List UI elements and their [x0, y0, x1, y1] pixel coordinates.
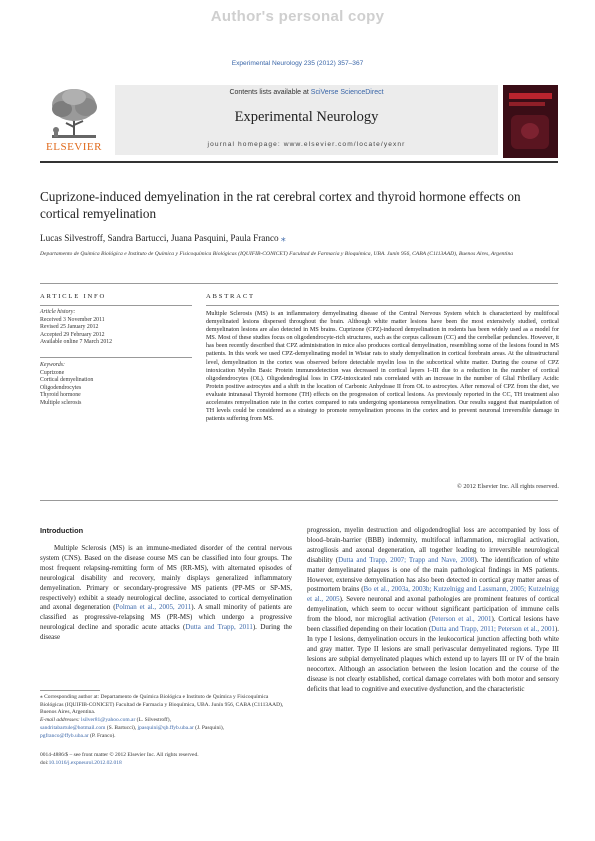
history-accepted: Accepted 29 February 2012: [40, 331, 105, 338]
history-received: Received 3 November 2011: [40, 316, 105, 323]
email-label: E-mail addresses:: [40, 717, 80, 724]
doi-label: doi:: [40, 760, 49, 766]
keyword: Multiple sclerosis: [40, 399, 82, 406]
affiliation: Departamento de Química Biológica e Instituto de Química y Fisicoquímica Biológicas (IQUIFIB-CONICET) Facultad de Farmacia y Bioquímica, UBA. Junín 956, CABA (C1113AAD), Buenos Aires, Argentina: [40, 251, 514, 257]
reference-link[interactable]: Dutta and Trapp, 2011; Peterson et al., 2001: [431, 625, 555, 634]
doi-link[interactable]: 10.1016/j.expneurol.2012.02.018: [48, 760, 122, 766]
contents-line: [115, 89, 498, 96]
article-title: Cuprizone-induced demyelination in the rat cerebral cortex and thyroid hormone effects on cortical remyelination: [40, 189, 521, 221]
intro-text: progression, myelin destruction and oligodendroglial loss are accompanied by loss of blood–brain-barrier (BBB) indemnity, multifocal inflammation, microglial activation, astrogliosis and axonal degeneration, all together leading to irreversible neurological disability (: [307, 526, 559, 564]
sciencedirect-link[interactable]: SciVerse ScienceDirect: [310, 89, 384, 96]
author-names: Lucas Silvestroff, Sandra Bartucci, Juana Pasquini, Paula Franco: [40, 233, 279, 243]
email-owner: (S. Bartucci),: [105, 724, 138, 731]
intro-text: ). Cortical lesions have been classified depending on their location (: [307, 615, 559, 634]
intro-text: ). Severe neuronal and axonal pathologies are prominent features of cortical demyelination, which seem to occur without significant participation of immune cells from the blood, nor microglial activation (: [307, 595, 560, 624]
watermark: Author's personal copy: [210, 8, 385, 25]
email-link[interactable]: sandritabartule@hotmail.com: [40, 724, 106, 731]
abstract-bottom-rule: [40, 500, 558, 501]
email-link[interactable]: lsilver81@yahoo.com.ar: [81, 717, 136, 724]
copyright: © 2012 Elsevier Inc. All rights reserved.: [456, 483, 559, 490]
email-link[interactable]: pgfranco@ffyb.uba.ar: [40, 732, 89, 739]
footnote-rule: [40, 690, 100, 691]
journal-citation[interactable]: Experimental Neurology 235 (2012) 357–367: [231, 60, 364, 67]
intro-paragraph-right: [307, 526, 559, 694]
keywords: [40, 362, 192, 408]
reference-link[interactable]: Dutta and Trapp, 2007; Trapp and Nave, 2008: [338, 555, 475, 564]
journal-homepage[interactable]: journal homepage: www.elsevier.com/locate/yexnr: [207, 141, 406, 148]
reference-link[interactable]: Dutta and Trapp, 2011: [185, 623, 253, 632]
header-rule: [40, 161, 558, 163]
email-owner: (L. Silvestroff),: [135, 717, 171, 724]
history-online: Available online 7 March 2012: [40, 339, 113, 346]
journal-title: Experimental Neurology: [234, 109, 379, 125]
article-info-heading: ARTICLE INFO: [40, 293, 107, 300]
elsevier-logo: [40, 85, 108, 155]
keyword: Cuprizone: [40, 369, 65, 376]
article-history: [40, 309, 192, 347]
email-owner: (J. Pasquini),: [193, 724, 225, 731]
meta-rule: [40, 283, 558, 284]
email-owner: (P. Franco).: [88, 732, 116, 739]
keywords-rule: [40, 357, 192, 358]
keywords-label: Keywords:: [40, 362, 65, 368]
email-link[interactable]: jpasquini@qb.ffyb.uba.ar: [137, 724, 194, 731]
contents-prefix: Contents lists available at: [229, 89, 311, 96]
author-list: [40, 233, 286, 244]
reference-link[interactable]: Polman et al., 2005, 2011: [115, 603, 192, 612]
section-heading-introduction: Introduction: [40, 526, 84, 535]
history-revised: Revised 25 January 2012: [40, 324, 99, 331]
intro-text: ). The identification of white matter demyelinated plaques is one of the main pathological findings in MS patients. However, extensive demyelination has also been detected in cortical gray matter areas of postmortem brains (: [307, 555, 559, 594]
keyword: Thyroid hormone: [40, 392, 81, 399]
issn-line: 0014-4886/$ – see front matter © 2012 Elsevier Inc. All rights reserved.: [40, 752, 199, 758]
journal-cover-image: [503, 85, 558, 158]
abstract-heading: ABSTRACT: [206, 293, 255, 300]
intro-text: Multiple Sclerosis (MS) is an immune-mediated disorder of the central nervous system (CNS). Based on the disease course MS can be classified into four groups. The most frequent relapsing-remitting form of MS (RR-MS), with alternated episodes of neurological disability and recovery, mainly displays generalized inflammatory demyelination. Primary or secondary-progressive MS patients (PP-MS or SP-MS, respectively) exhibit a steady neurological decline, associated to cortical demyelination and axonal degeneration (: [40, 544, 292, 612]
abstract-rule: [206, 305, 559, 306]
doi-line: [40, 760, 340, 768]
publisher-name: ELSEVIER: [46, 141, 102, 153]
history-label: Article history:: [40, 309, 76, 315]
keyword: Cortical demyelination: [40, 377, 94, 384]
reference-link[interactable]: Bo et al., 2003a, 2003b; Kutzelnigg and Lassmann, 2005; Kutzelnigg et al., 2005: [307, 585, 559, 604]
corresponding-author-mark[interactable]: ⁎: [280, 233, 286, 243]
abstract-text: Multiple Sclerosis (MS) is an inflammatory demyelinating disease of the Central Nervous System which is characterized by multifocal demyelinated lesions dispersed throughout the brain. Although white matter lesions have been the most extensively studied, cortical demyelinaton lesions are also detected in MS brains. Cuprizone (CPZ)-induced demyelination in rodents has been widely used as a model for MS. Most of these studies focus on oligodendrocyte-rich structures, such as the corpus callosum (CC) and the cerebellar peduncles. However, it has been recently described that CPZ administration in mice also produces cortical demyelination, resembling some of the lesions found in MS patients. In this work we used CPZ-demyelinating model in Wistar rats to study demyelination in cortical forebrain areas. At the ultrastructural level, demyelination in the cortex was observed before detectable myelin loss in the subcortical white matter. During the course of CPZ intoxication Myelin Basic Protein immunodetection was decreased in cortical layers I–III due to a reduction in the number of cortical oligodendrocytes (OL). Oligodendroglial loss in CPZ-intoxicated rats correlated with an increase in the number of Glial Fibrillary Acidic Protein positive astrocytes and a shift in the location of Carbonic Anhydrase II from OL to astrocytes. After removal of CPZ from the diet, we evaluate intranasal Thyroid hormone (TH) effects on the progression of cortical lesions. As previously reported in the CC, TH treatment also accelerates remyelination rate in the cortex compared to rats undergoing spontaneous remyelination. Our results suggest that manipulation of TH levels could be considered as a strategy to promote remyelination process in the cortex and to prevent neuronal irreversible damage in patients suffering from MS.: [206, 311, 559, 423]
intro-paragraph-left: [40, 544, 292, 643]
article-info-rule: [40, 305, 192, 306]
corresponding-footnote: [40, 694, 292, 740]
intro-text: ). During the disease: [40, 623, 292, 642]
intro-text: ). In type I lesions, demyelination occurs in the leukocortical junction affecting both white and gray matter. Type II lesions are small perivascular demyelinated regions. Type III lesions are subpial demyelinated plaques which extend up to layers III or IV of the brain neocortex. Although an association between the lesion location and the course of the disease is not clearly established, cortical damage correlates with both motor and sensory deficits that lead to cognitive and executive dysfunction, and the characteristic: [307, 625, 559, 693]
reference-link[interactable]: Peterson et al., 2001: [431, 615, 492, 624]
corresponding-address: ⁎ Corresponding author at: Departamento de Química Biológica e Instituto de Química y Fisicoquímica Biológicas (IQUIFIB-CONICET) Facultad de Farmacia y Bioquímica, UBA. Junín 956, CABA (C1113AAD), Buenos Aires, Argentina.: [40, 694, 284, 716]
keyword: Oligodendrocytes: [40, 384, 82, 391]
intro-text: ). A small minority of patients are classified as progressive-relapsing MS (PR-MS) which undergo a progressive neurological decline and sporadic acute attacks (: [40, 603, 292, 632]
